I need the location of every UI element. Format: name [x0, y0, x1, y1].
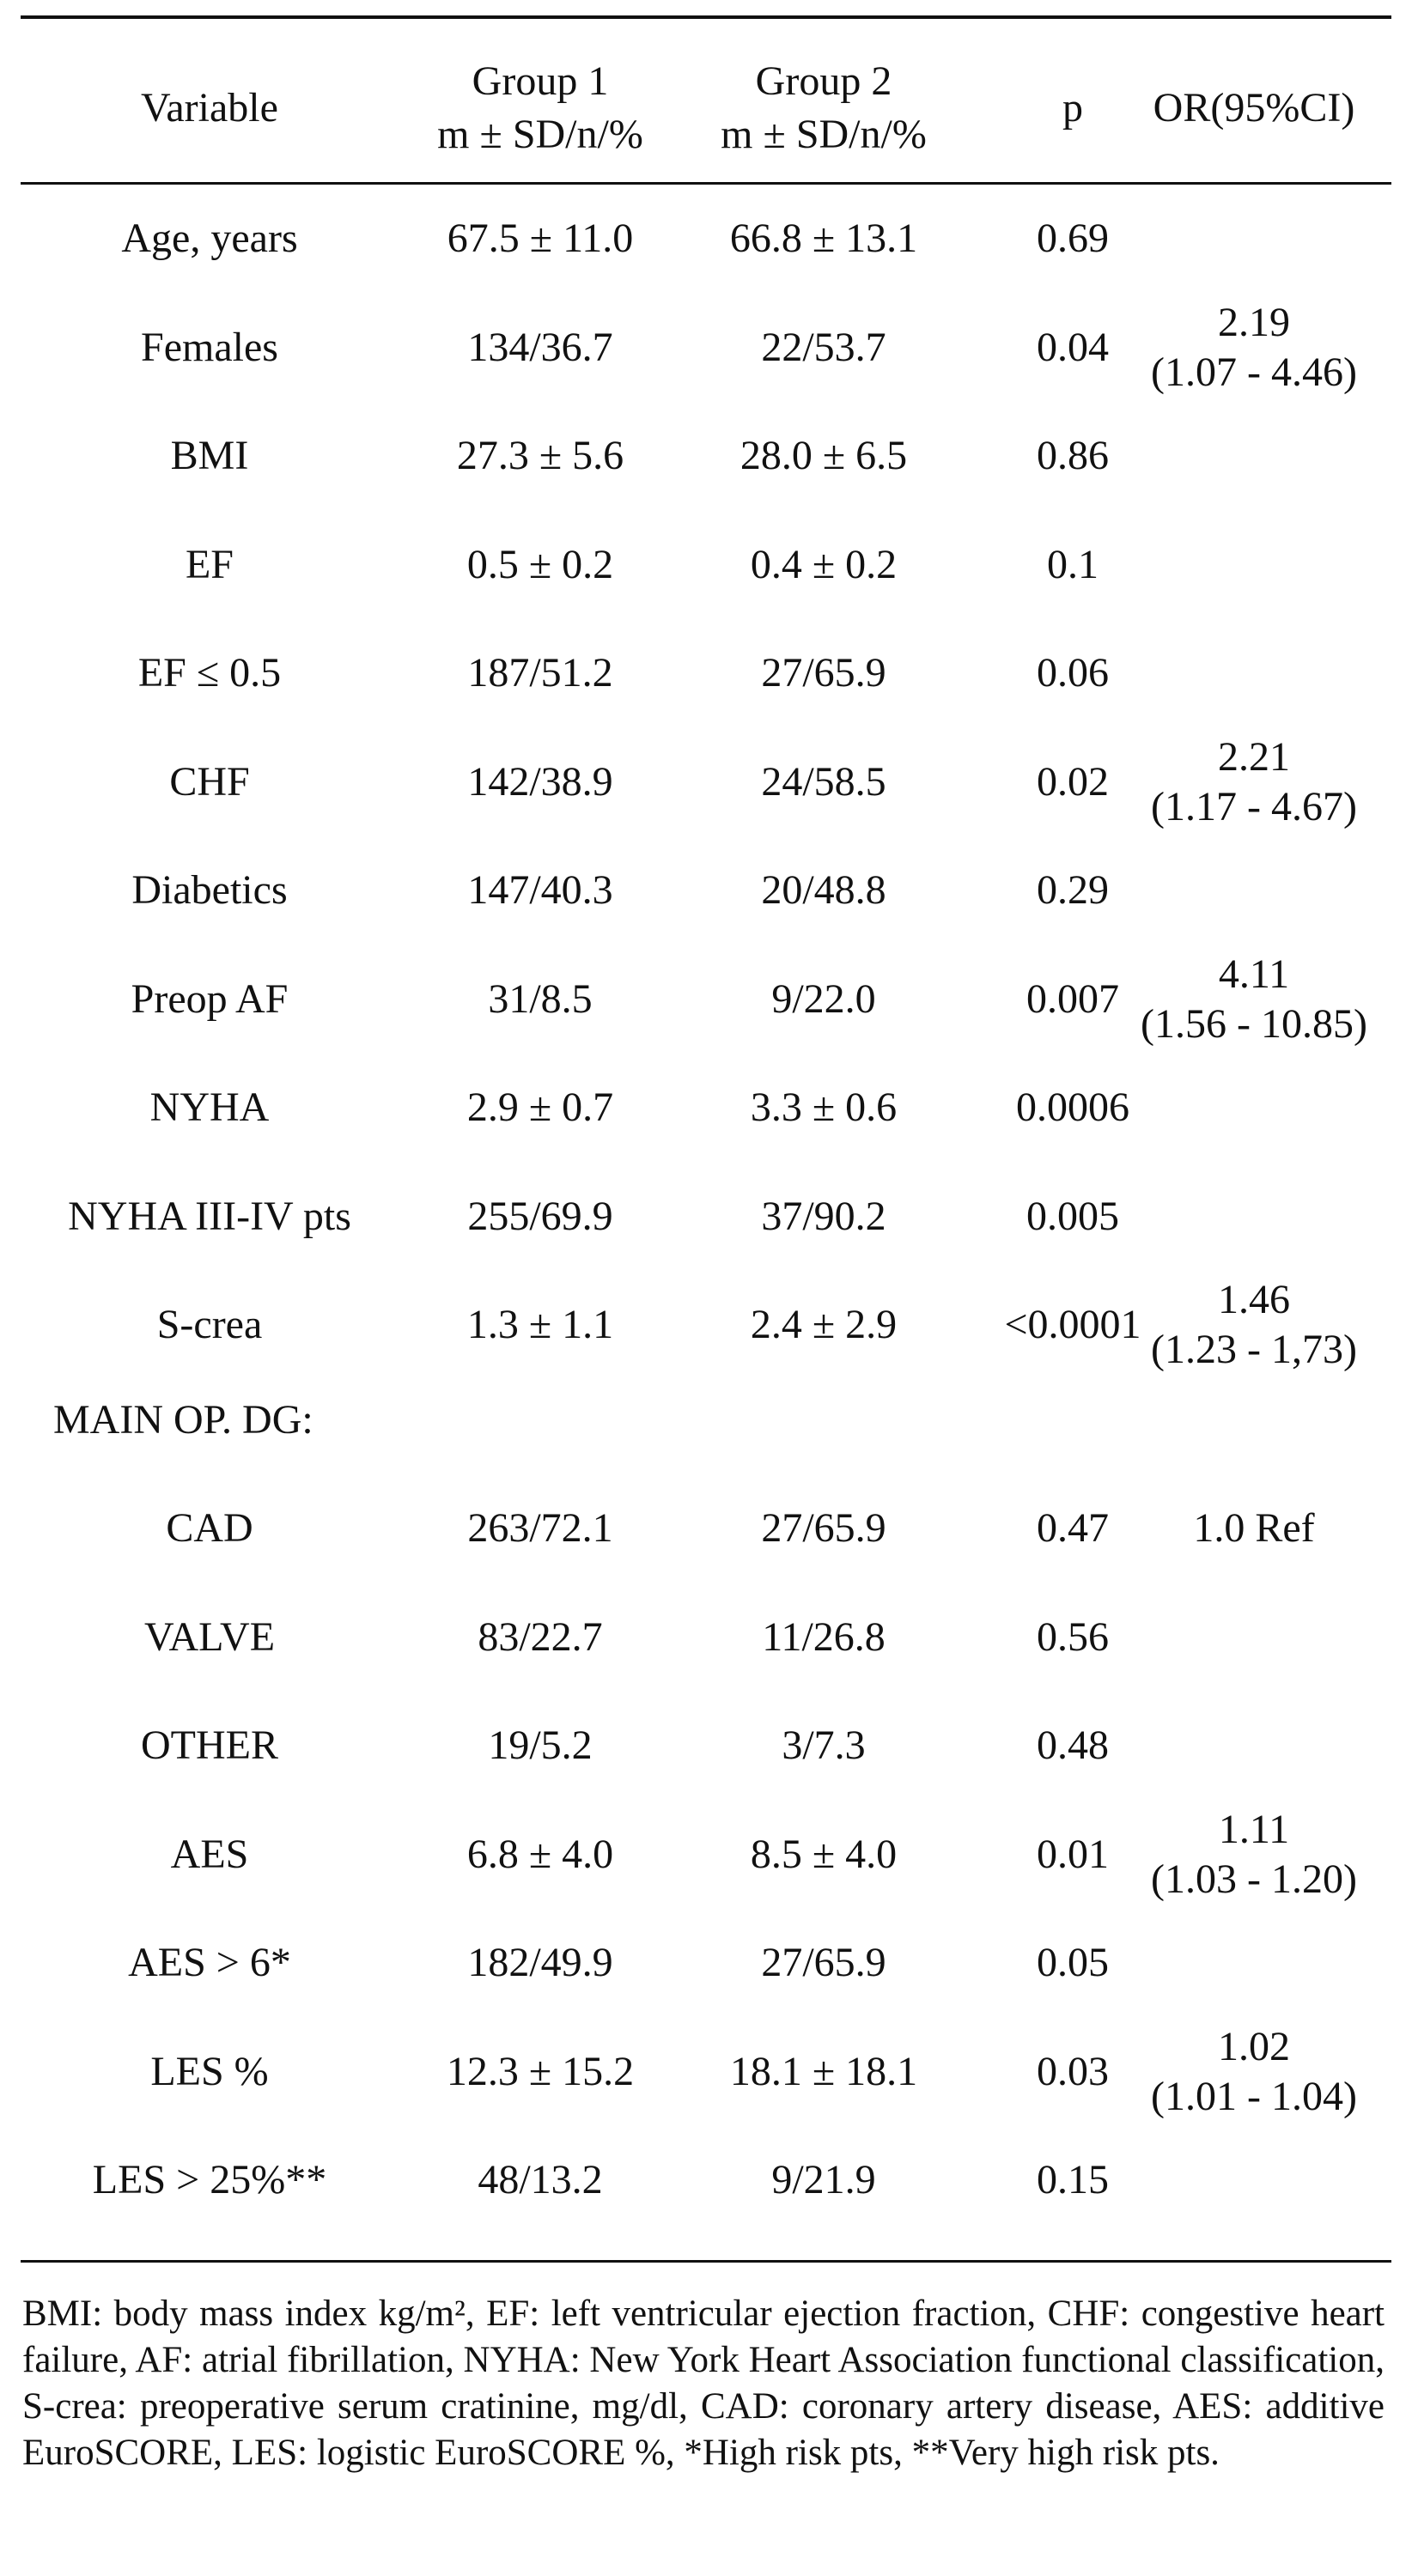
group2-cell: 37/90.2 — [761, 1193, 886, 1239]
group2-cell: 27/65.9 — [761, 650, 886, 696]
group2-cell: 2.4 ± 2.9 — [750, 1302, 898, 1347]
header-variable — [21, 48, 399, 168]
variable-cell: S-crea — [156, 1302, 263, 1347]
odds-ratio-ci: (1.03 - 1.20) — [1151, 1856, 1357, 1902]
variable-cell: EF ≤ 0.5 — [137, 650, 282, 696]
odds-ratio-cell — [1117, 1801, 1391, 1909]
table-row — [0, 836, 1412, 945]
variable-cell: CHF — [169, 758, 250, 805]
variable-cell: VALVE — [143, 1613, 276, 1660]
table-row — [0, 619, 1412, 727]
odds-ratio-cell — [1117, 1054, 1391, 1162]
table-row — [0, 1692, 1412, 1800]
group1-cell: 142/38.9 — [467, 758, 613, 805]
odds-ratio-cell — [1117, 836, 1391, 945]
table-row — [0, 945, 1412, 1054]
odds-ratio-cell — [1117, 2018, 1391, 2126]
group2-cell: 24/58.5 — [761, 758, 886, 805]
p-value-cell: 0.56 — [1037, 1613, 1109, 1660]
group2-cell: 11/26.8 — [762, 1613, 886, 1660]
group1-cell: 1.3 ± 1.1 — [466, 1302, 614, 1347]
table-row — [0, 2018, 1412, 2126]
variable-cell: AES > 6* — [128, 1940, 291, 1985]
p-value-cell: 0.29 — [1037, 867, 1109, 913]
p-value-cell: 0.05 — [1037, 1940, 1109, 1985]
variable-cell: Age, years — [121, 216, 298, 261]
odds-ratio-value: 2.19 — [1218, 299, 1290, 345]
group2-cell: 66.8 ± 13.1 — [729, 216, 918, 261]
odds-ratio-cell — [1117, 1271, 1391, 1379]
table-row — [0, 2126, 1412, 2234]
table-row — [0, 728, 1412, 836]
table-row — [0, 1163, 1412, 1271]
odds-ratio-cell — [1117, 294, 1391, 402]
variable-cell: Diabetics — [131, 867, 288, 913]
group2-cell: 8.5 ± 4.0 — [750, 1831, 898, 1877]
header-group2-line1: Group 2 — [755, 58, 892, 104]
group1-cell: 19/5.2 — [488, 1722, 593, 1768]
odds-ratio-cell — [1117, 619, 1391, 727]
variable-cell: AES — [170, 1831, 249, 1877]
group2-cell: 28.0 ± 6.5 — [739, 433, 908, 478]
odds-ratio-ci: (1.07 - 4.46) — [1151, 349, 1357, 395]
group1-cell: 187/51.2 — [467, 650, 613, 696]
header-or-label: OR(95%CI) — [1153, 85, 1355, 131]
odds-ratio-cell — [1117, 728, 1391, 836]
variable-cell: LES % — [150, 2048, 269, 2094]
table-row — [0, 511, 1412, 619]
table-row — [0, 294, 1412, 402]
odds-ratio-cell — [1117, 1909, 1391, 2017]
odds-ratio-ci: (1.23 - 1,73) — [1151, 1327, 1357, 1372]
variable-cell: Females — [141, 324, 278, 370]
table-row — [0, 1271, 1412, 1379]
odds-ratio-cell — [1117, 511, 1391, 619]
header-p-label: p — [1062, 85, 1083, 131]
group1-cell: 147/40.3 — [467, 867, 613, 913]
variable-cell: EF — [185, 541, 234, 587]
group2-cell: 22/53.7 — [761, 324, 886, 370]
odds-ratio-cell — [1117, 1163, 1391, 1271]
group1-cell: 83/22.7 — [478, 1613, 603, 1660]
bottom-rule — [21, 2260, 1391, 2263]
odds-ratio-value: 2.21 — [1218, 733, 1290, 780]
table-row — [0, 185, 1412, 293]
odds-ratio-value: 1.02 — [1218, 2023, 1290, 2069]
group1-cell: 27.3 ± 5.6 — [456, 433, 624, 478]
variable-cell: LES > 25%** — [92, 2157, 327, 2202]
p-value-cell: 0.03 — [1037, 2048, 1109, 2094]
odds-ratio-ci: (1.17 - 4.67) — [1151, 783, 1357, 829]
table-row — [0, 1801, 1412, 1909]
p-value-cell: 0.48 — [1037, 1722, 1109, 1768]
group2-cell: 20/48.8 — [761, 867, 886, 913]
p-value-cell: 0.15 — [1037, 2157, 1109, 2202]
odds-ratio-value: 1.46 — [1218, 1277, 1290, 1322]
variable-cell: NYHA — [149, 1084, 270, 1130]
table-row — [0, 1054, 1412, 1162]
table-row — [0, 1583, 1412, 1692]
header-variable-label: Variable — [141, 85, 278, 131]
group2-cell: 27/65.9 — [761, 1505, 886, 1551]
group1-cell: 2.9 ± 0.7 — [466, 1084, 614, 1130]
variable-cell: NYHA III-IV pts — [68, 1193, 351, 1239]
table-row — [0, 1909, 1412, 2017]
group1-cell: 48/13.2 — [478, 2157, 603, 2202]
p-value-cell: 0.0006 — [1016, 1084, 1129, 1130]
odds-ratio-value: 1.11 — [1218, 1806, 1290, 1852]
odds-ratio-cell — [1117, 402, 1391, 510]
odds-ratio-cell — [1117, 185, 1391, 293]
group1-cell: 263/72.1 — [467, 1505, 613, 1551]
p-value-cell: 0.01 — [1037, 1831, 1109, 1877]
p-value-cell: 0.005 — [1026, 1193, 1119, 1239]
table-row — [0, 402, 1412, 510]
group1-cell: 0.5 ± 0.2 — [466, 541, 614, 587]
group1-cell: 31/8.5 — [488, 975, 593, 1022]
p-value-cell: 0.1 — [1047, 541, 1099, 587]
group2-cell: 27/65.9 — [761, 1940, 886, 1985]
variable-cell: Preop AF — [131, 975, 289, 1022]
variable-cell: BMI — [170, 433, 249, 478]
group1-cell: 134/36.7 — [467, 324, 613, 370]
group2-cell: 3/7.3 — [782, 1722, 866, 1768]
odds-ratio-ci: (1.01 - 1.04) — [1151, 2073, 1357, 2119]
group1-cell: 255/69.9 — [467, 1193, 613, 1239]
header-group1-line1: Group 1 — [472, 58, 609, 104]
odds-ratio-cell — [1117, 1474, 1391, 1583]
group1-cell: 12.3 ± 15.2 — [446, 2048, 635, 2094]
group2-cell: 9/21.9 — [771, 2157, 876, 2202]
p-value-cell: 0.02 — [1037, 758, 1109, 805]
p-value-cell: <0.0001 — [1004, 1302, 1141, 1347]
variable-cell: OTHER — [141, 1722, 278, 1768]
variable-cell: CAD — [166, 1505, 253, 1551]
odds-ratio-cell — [1117, 945, 1391, 1054]
odds-ratio-cell — [1117, 1583, 1391, 1692]
p-value-cell: 0.86 — [1037, 433, 1109, 478]
section-label: MAIN OP. DG: — [53, 1397, 313, 1443]
odds-ratio-value: 4.11 — [1218, 951, 1290, 997]
header-group1 — [399, 48, 682, 168]
group1-cell: 6.8 ± 4.0 — [466, 1831, 614, 1877]
header-group1-line2: m ± SD/n/% — [437, 112, 643, 157]
group2-cell: 3.3 ± 0.6 — [750, 1084, 898, 1130]
odds-ratio-cell — [1117, 2126, 1391, 2234]
p-value-cell: 0.06 — [1037, 650, 1109, 696]
p-value-cell: 0.47 — [1037, 1505, 1109, 1551]
odds-ratio-value: 1.0 Ref — [1193, 1505, 1315, 1551]
group1-cell: 67.5 ± 11.0 — [447, 216, 634, 261]
table-footnote: BMI: body mass index kg/m², EF: left ventricular ejection fraction, CHF: congestive heart failure, AF: atrial fibrillation, NYHA: New York Heart Association functional classification, S-crea: preoperative serum cratinine, mg/dl, CAD: coronary artery disease, AES: additive EuroSCORE, LES: logistic EuroSCORE %, *High risk pts, **Very high risk pts. — [22, 2293, 1385, 2473]
group1-cell: 182/49.9 — [467, 1940, 613, 1985]
group2-cell: 0.4 ± 0.2 — [750, 541, 898, 587]
header-or — [1117, 48, 1391, 168]
top-rule — [21, 15, 1391, 19]
group2-cell: 18.1 ± 18.1 — [729, 2048, 918, 2094]
p-value-cell: 0.69 — [1037, 216, 1109, 261]
header-group2-line2: m ± SD/n/% — [721, 112, 927, 157]
odds-ratio-cell — [1117, 1692, 1391, 1800]
odds-ratio-ci: (1.56 - 10.85) — [1141, 1000, 1367, 1047]
group2-cell: 9/22.0 — [771, 975, 876, 1022]
p-value-cell: 0.007 — [1026, 975, 1119, 1022]
table-row — [0, 1474, 1412, 1583]
p-value-cell: 0.04 — [1037, 324, 1109, 370]
header-group2 — [682, 48, 965, 168]
